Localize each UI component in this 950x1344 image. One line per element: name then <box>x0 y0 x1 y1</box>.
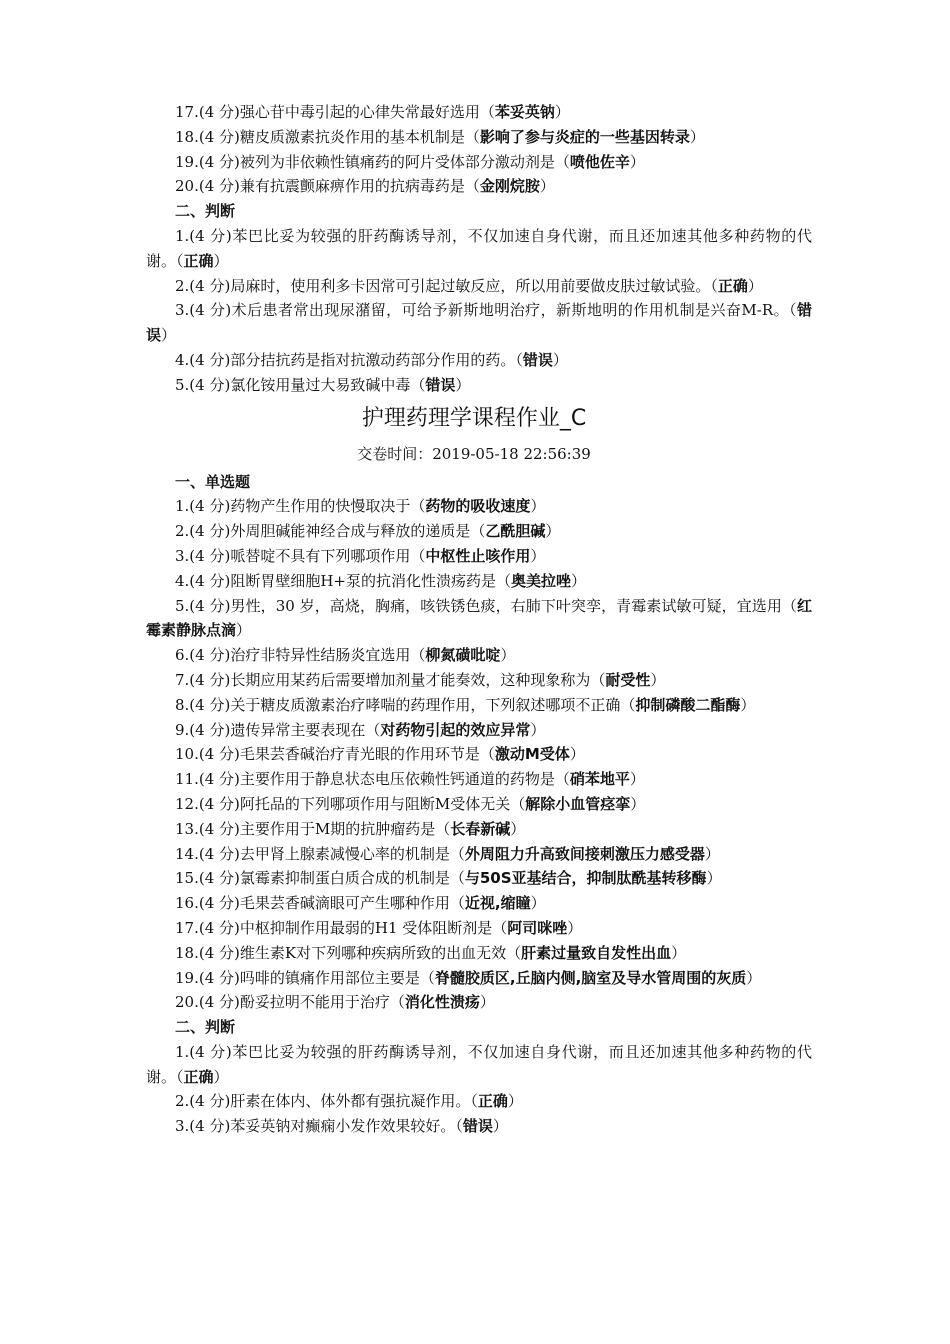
question-item: 3.(4 分)苯妥英钠对癫痫小发作效果较好。（错误） <box>175 1117 508 1136</box>
question-item: 11.(4 分)主要作用于静息状态电压依赖性钙通道的药物是（硝苯地平） <box>175 770 645 789</box>
answer: 正确 <box>477 1092 508 1111</box>
question-item: 8.(4 分)关于糖皮质激素治疗哮喘的药理作用，下列叙述哪项不正确（抑制磷酸二酯酶） <box>175 695 756 714</box>
question-item: 5.(4 分)氯化铵用量过大易致碱中毒（错误） <box>175 375 471 394</box>
answer: 抑制磷酸二酯酶 <box>635 695 741 714</box>
answer: 正确 <box>717 276 748 295</box>
question-item: 6.(4 分)治疗非特异性结肠炎宜选用（柳氮磺吡啶） <box>175 646 516 665</box>
answer: 与50S亚基结合，抑制肽酰基转移酶 <box>464 869 707 888</box>
page-content <box>146 100 812 1139</box>
answer: 乙酰胆碱 <box>485 522 546 541</box>
answer: 错误 <box>522 350 553 369</box>
answer: 脊髓胶质区,丘脑内侧,脑室及导水管周围的灰质 <box>434 968 747 987</box>
question-item: 19.(4 分)被列为非依赖性镇痛药的阿片受体部分激动剂是（喷他佐辛） <box>175 152 645 171</box>
question-item: 12.(4 分)阿托品的下列哪项作用与阻断M受体无关（解除小血管痉挛） <box>175 794 646 813</box>
answer: 激动M受体 <box>494 745 570 764</box>
answer: 硝苯地平 <box>569 770 630 789</box>
section-heading-single: 一、单选题 <box>175 472 251 491</box>
answer: 错误 <box>425 375 456 394</box>
question-item: 14.(4 分)去甲肾上腺素减慢心率的机制是（外周阻力升高致间接刺激压力感受器） <box>175 844 720 863</box>
question-item: 17.(4 分)强心苷中毒引起的心律失常最好选用（苯妥英钠） <box>175 103 570 121</box>
question-item: 2.(4 分)局麻时，使用利多卡因常可引起过敏反应，所以用前要做皮肤过敏试验。（正确） <box>175 276 763 295</box>
prev-single-choice-tail <box>146 100 812 199</box>
question-item: 17.(4 分)中枢抑制作用最弱的H1 受体阻断剂是（阿司咪唑） <box>175 918 583 937</box>
submit-time: 交卷时间：2019-05-18 22:56:39 <box>357 444 591 463</box>
question-item: 1.(4 分)苯巴比妥为较强的肝药酶诱导剂，不仅加速自身代谢，而且还加速其他多种药物的代谢。（正确） <box>146 226 812 270</box>
question-item: 4.(4 分)部分拮抗药是指对抗激动药部分作用的药。（错误） <box>175 350 568 369</box>
question-item: 2.(4 分)外周胆碱能神经合成与释放的递质是（乙酰胆碱） <box>175 522 561 541</box>
answer: 正确 <box>183 251 214 270</box>
answer: 解除小血管痉挛 <box>525 794 631 813</box>
single-choice-list <box>146 494 812 1015</box>
question-item: 13.(4 分)主要作用于M期的抗肿瘤药是（长春新碱） <box>175 819 526 838</box>
question-item: 5.(4 分)男性，30 岁，高烧，胸痛，咳铁锈色痰，右肺下叶突孪，青霉素试敏可疑，宜选用（红霉素静脉点滴） <box>146 596 812 640</box>
question-item: 1.(4 分)苯巴比妥为较强的肝药酶诱导剂，不仅加速自身代谢，而且还加速其他多种药物的代谢。（正确） <box>146 1042 812 1086</box>
question-item: 3.(4 分)术后患者常出现尿潴留，可给予新斯地明治疗，新斯地明的作用机制是兴奋M-R。（错误） <box>146 301 812 345</box>
answer: 柳氮磺吡啶 <box>425 646 501 665</box>
answer: 苯妥英钠 <box>494 103 555 121</box>
question-item: 1.(4 分)药物产生作用的快慢取决于（药物的吸收速度） <box>175 497 546 516</box>
question-item: 18.(4 分)糖皮质激素抗炎作用的基本机制是（影响了参与炎症的一些基因转录） <box>175 127 705 146</box>
section-heading-judge: 二、判断 <box>175 1018 236 1037</box>
section-heading-judge: 二、判断 <box>175 202 236 221</box>
judge-list <box>146 1040 812 1139</box>
question-item: 19.(4 分)吗啡的镇痛作用部位主要是（脊髓胶质区,丘脑内侧,脑室及导水管周围的灰质） <box>175 968 762 987</box>
answer: 耐受性 <box>605 670 651 689</box>
answer: 对药物引起的效应异常 <box>380 720 531 739</box>
assignment-title: 护理药理学课程作业_C <box>361 405 587 431</box>
answer: 长春新碱 <box>450 819 511 838</box>
answer: 外周阻力升高致间接刺激压力感受器 <box>464 844 705 863</box>
answer: 近视,缩瞳 <box>464 894 531 913</box>
question-item: 15.(4 分)氯霉素抑制蛋白质合成的机制是（与50S亚基结合，抑制肽酰基转移酶） <box>175 869 722 888</box>
question-item: 10.(4 分)毛果芸香碱治疗青光眼的作用环节是（激动M受体） <box>175 745 585 764</box>
answer: 金刚烷胺 <box>479 177 540 196</box>
answer: 消化性溃疡 <box>404 993 480 1012</box>
question-item: 3.(4 分)哌替啶不具有下列哪项作用（中枢性止咳作用） <box>175 546 546 565</box>
question-item: 20.(4 分)兼有抗震颤麻痹作用的抗病毒药是（金刚烷胺） <box>175 177 555 196</box>
answer: 中枢性止咳作用 <box>425 546 531 565</box>
prev-judge-list <box>146 224 812 398</box>
answer: 红霉素静脉点滴 <box>146 596 812 640</box>
answer: 错误 <box>146 301 812 345</box>
answer: 肝素过量致自发性出血 <box>521 943 672 962</box>
answer: 奥美拉唑 <box>510 571 571 590</box>
answer: 药物的吸收速度 <box>425 497 531 516</box>
question-item: 4.(4 分)阻断胃壁细胞H+泵的抗消化性溃疡药是（奥美拉唑） <box>175 571 587 590</box>
answer: 正确 <box>183 1067 214 1086</box>
question-item: 7.(4 分)长期应用某药后需要增加剂量才能奏效，这种现象称为（耐受性） <box>175 670 666 689</box>
answer: 错误 <box>462 1117 493 1136</box>
question-item: 9.(4 分)遗传异常主要表现在（对药物引起的效应异常） <box>175 720 546 739</box>
answer: 影响了参与炎症的一些基因转录 <box>479 127 690 146</box>
question-item: 2.(4 分)肝素在体内、体外都有强抗凝作用。（正确） <box>175 1092 523 1111</box>
question-item: 20.(4 分)酚妥拉明不能用于治疗（消化性溃疡） <box>175 993 495 1012</box>
question-item: 18.(4 分)维生素K对下列哪种疾病所致的出血无效（肝素过量致自发性出血） <box>175 943 687 962</box>
answer: 阿司咪唑 <box>507 918 568 937</box>
question-item: 16.(4 分)毛果芸香碱滴眼可产生哪种作用（近视,缩瞳） <box>175 894 546 913</box>
answer: 喷他佐辛 <box>569 152 630 171</box>
